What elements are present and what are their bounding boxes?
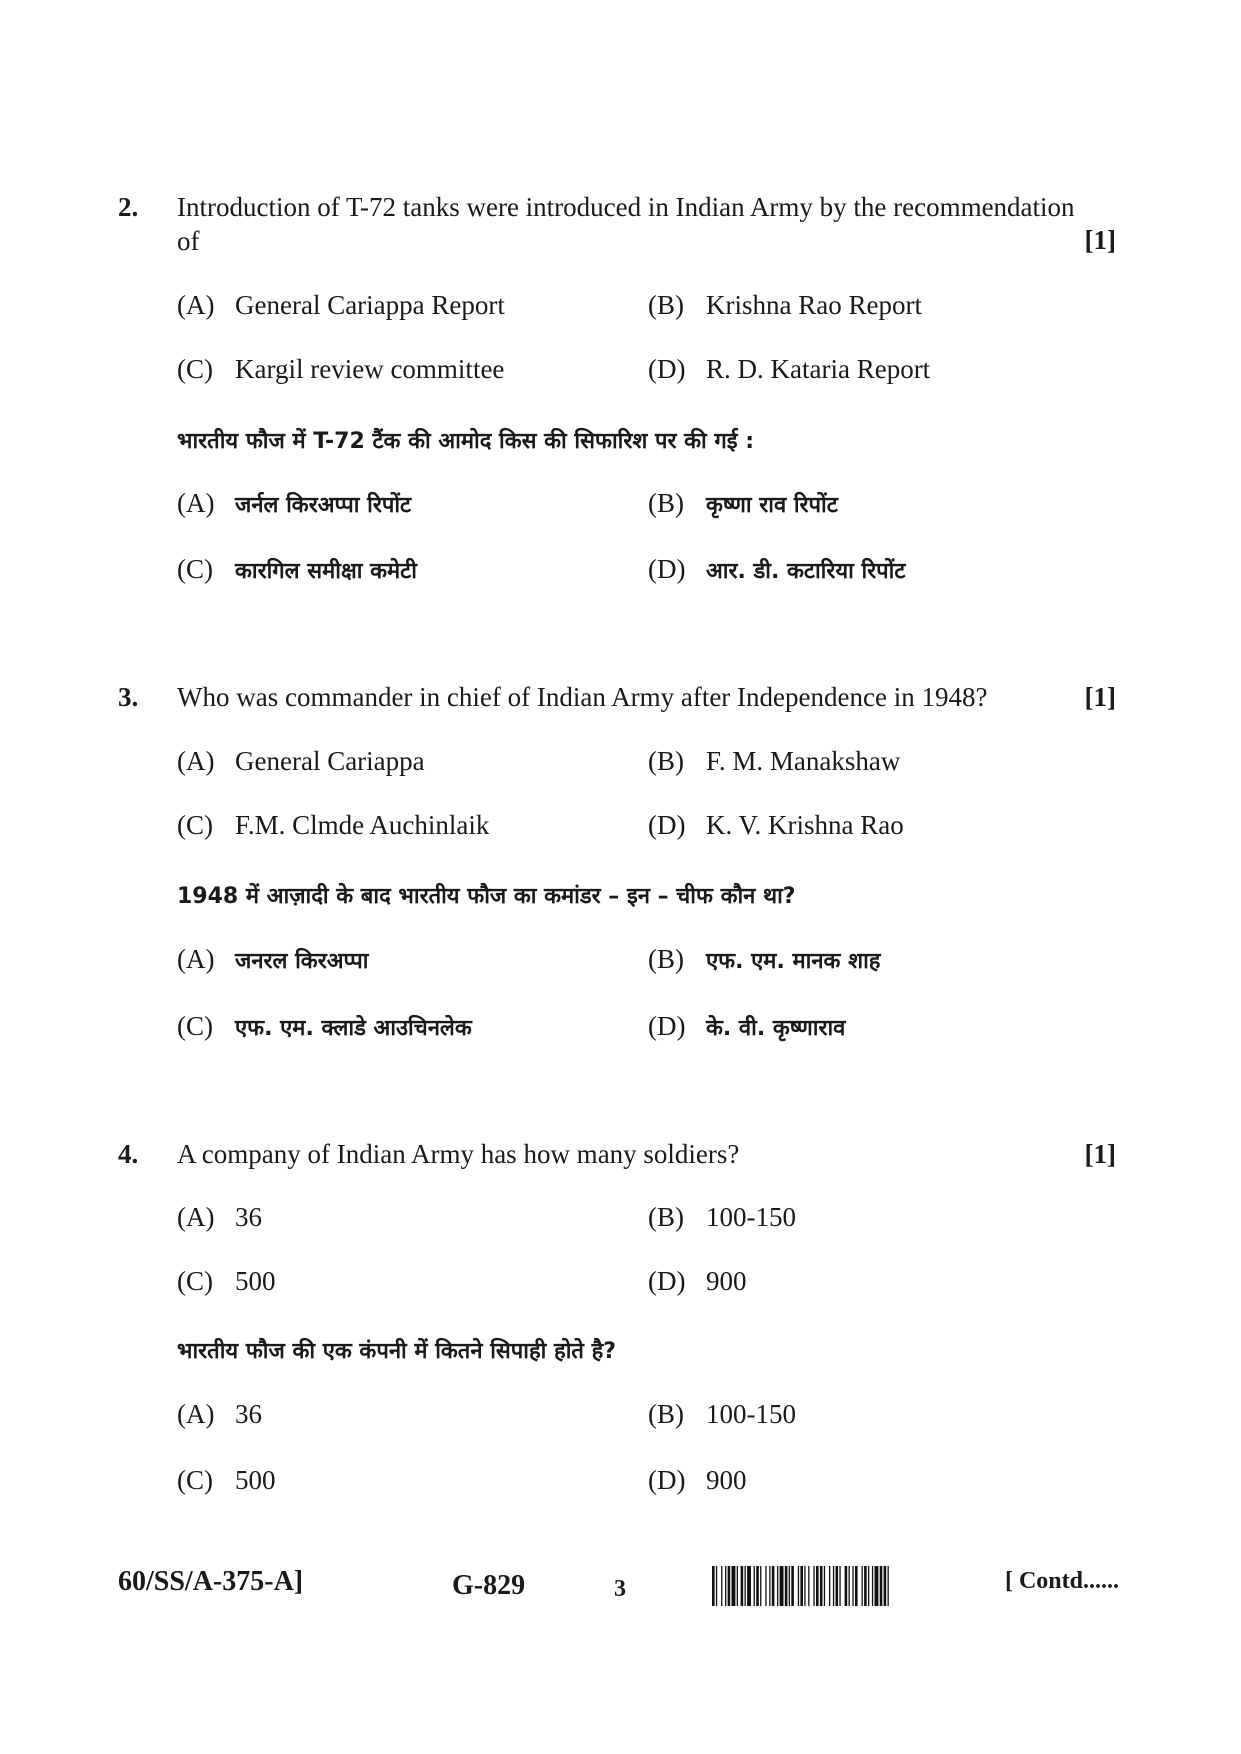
option-label: (D): [648, 354, 686, 384]
option-text: R. D. Kataria Report: [706, 354, 931, 384]
option-label: (B): [648, 944, 684, 974]
option-label: (A): [177, 944, 215, 974]
option-label: (C): [177, 1266, 213, 1296]
continued-label: [ Contd......: [1004, 1568, 1119, 1594]
marks: [1]: [1084, 1139, 1116, 1169]
option-label: (B): [648, 746, 684, 776]
option-label: (A): [177, 488, 215, 518]
option-text: कारगिल समीक्षा कमेटी: [235, 559, 417, 584]
option-label: (B): [648, 290, 684, 320]
paper-code: 60/SS/A-375-A]: [118, 1566, 304, 1597]
option-a-en: [177, 746, 425, 777]
option-b-en: [648, 1202, 796, 1233]
barcode-image: [712, 1566, 965, 1606]
option-d-hi: [648, 1465, 747, 1496]
question-text: Who was commander in chief of Indian Army after Independence in 1948?: [177, 682, 988, 712]
option-label: (B): [648, 1399, 684, 1429]
question-text-hindi: 1948 में आज़ादी के बाद भारतीय फौज का कमांडर – इन – चीफ कौन था?: [177, 884, 796, 909]
option-text: F. M. Manakshaw: [706, 746, 901, 776]
option-text: 500: [235, 1266, 276, 1296]
option-label: (D): [648, 1011, 686, 1041]
option-label: (A): [177, 1202, 215, 1232]
option-b-hi: [648, 1399, 796, 1430]
option-label: (C): [177, 354, 213, 384]
series-code: G-829: [452, 1570, 526, 1601]
option-text: General Cariappa Report: [235, 290, 505, 320]
option-text: K. V. Krishna Rao: [706, 810, 904, 840]
option-d-en: [648, 1266, 747, 1297]
option-text: कृष्णा राव रिपोंट: [706, 493, 838, 518]
option-c-hi: [177, 554, 417, 585]
page-footer: [0, 1566, 1241, 1606]
option-label: (D): [648, 810, 686, 840]
option-text: आर. डी. कटारिया रिपोंट: [706, 559, 906, 584]
option-label: (A): [177, 1399, 215, 1429]
option-text: Kargil review committee: [235, 354, 505, 384]
question-number: 3.: [118, 682, 139, 712]
option-a-hi: [177, 1399, 262, 1430]
option-text: के. वी. कृष्णाराव: [706, 1016, 846, 1041]
option-c-hi: [177, 1465, 276, 1496]
option-label: (A): [177, 290, 215, 320]
page-number: 3: [614, 1576, 626, 1602]
question-number: 4.: [118, 1139, 139, 1169]
option-d-hi: [648, 1011, 845, 1042]
option-text: Krishna Rao Report: [706, 290, 922, 320]
option-b-hi: [648, 488, 838, 519]
option-text: 500: [235, 1465, 276, 1495]
option-label: (C): [177, 554, 213, 584]
option-text: जर्नल किरअप्पा रिपोंट: [235, 493, 412, 518]
option-text: 36: [235, 1399, 262, 1429]
option-text: एफ. एम. मानक शाह: [706, 949, 881, 974]
option-label: (A): [177, 746, 215, 776]
option-d-en: [648, 810, 904, 841]
option-text: F.M. Clmde Auchinlaik: [235, 810, 490, 840]
marks: [1]: [1084, 682, 1116, 712]
option-a-hi: [177, 944, 368, 975]
question-number: 2.: [118, 192, 139, 222]
option-a-en: [177, 1202, 262, 1233]
option-b-en: [648, 746, 900, 777]
marks: [1]: [1084, 225, 1116, 255]
question-text-line: Introduction of T-72 tanks were introduced in Indian Army by the recommendation: [177, 192, 1075, 222]
option-text: 900: [706, 1465, 747, 1495]
option-label: (D): [648, 1266, 686, 1296]
option-a-hi: [177, 488, 411, 519]
option-text: जनरल किरअप्पा: [235, 949, 369, 974]
question-text-hindi: भारतीय फौज में T-72 टैंक की आमोद किस की सिफारिश पर की गई :: [177, 429, 755, 454]
option-label: (B): [648, 488, 684, 518]
option-label: (C): [177, 1465, 213, 1495]
option-c-en: [177, 1266, 276, 1297]
option-text: 900: [706, 1266, 747, 1296]
option-d-hi: [648, 554, 905, 585]
question-text-line: of: [177, 226, 200, 256]
option-c-hi: [177, 1011, 472, 1042]
option-label: (C): [177, 810, 213, 840]
option-text: एफ. एम. क्लाडे आउचिनलेक: [235, 1016, 472, 1041]
option-b-hi: [648, 944, 880, 975]
option-label: (C): [177, 1011, 213, 1041]
option-text: 36: [235, 1202, 262, 1232]
question-text-hindi: भारतीय फौज की एक कंपनी में कितने सिपाही होते है?: [177, 1339, 617, 1364]
option-c-en: [177, 810, 489, 841]
option-label: (D): [648, 1465, 686, 1495]
option-text: 100-150: [706, 1399, 796, 1429]
option-text: 100-150: [706, 1202, 796, 1232]
question-text: A company of Indian Army has how many soldiers?: [177, 1139, 740, 1169]
option-text: General Cariappa: [235, 746, 425, 776]
option-label: (D): [648, 554, 686, 584]
option-label: (B): [648, 1202, 684, 1232]
